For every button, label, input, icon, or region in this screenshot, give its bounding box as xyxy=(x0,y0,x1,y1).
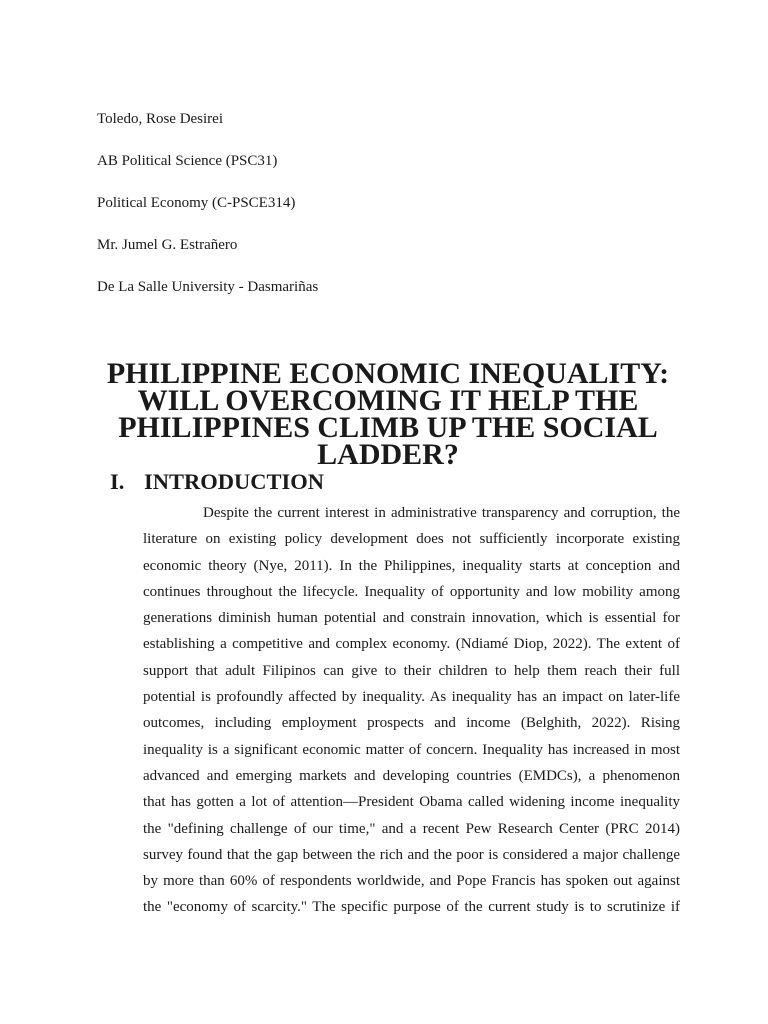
introduction-paragraph xyxy=(143,500,680,921)
course-line: Political Economy (C-PSCE314) xyxy=(97,195,296,211)
section-number: I. xyxy=(110,469,125,494)
section-heading xyxy=(110,469,325,494)
paragraph-line: generations diminish human potential and constrain innovation, which is essential for xyxy=(143,610,680,627)
paragraph-line: survey found that the gap between the rich and the poor is considered a major challenge xyxy=(143,846,680,863)
paragraph-line: literature on existing policy development does not sufficiently incorporate existing xyxy=(143,531,680,548)
paragraph-line: continues throughout the lifecycle. Inequality of opportunity and low mobility among xyxy=(143,583,680,600)
paragraph-line: the "economy of scarcity." The specific purpose of the current study is to scrutinize if xyxy=(143,899,680,916)
paragraph-line: the "defining challenge of our time," and a recent Pew Research Center (PRC 2014) xyxy=(143,820,680,837)
paragraph-line: outcomes, including employment prospects and income (Belghith, 2022). Rising xyxy=(143,715,680,732)
program-line: AB Political Science (PSC31) xyxy=(97,153,278,169)
paragraph-line: Despite the current interest in administrative transparency and corruption, the xyxy=(203,505,680,521)
paragraph-line: potential is profoundly affected by inequality. As inequality has an impact on later-life xyxy=(143,689,680,706)
title-line-2: PHILIPPINES CLIMB UP THE SOCIAL LADDER? xyxy=(118,411,658,471)
author-name: Toledo, Rose Desirei xyxy=(97,111,224,127)
university-line: De La Salle University - Dasmariñas xyxy=(97,279,319,295)
paragraph-line: inequality is a significant economic matter of concern. Inequality has increased in most xyxy=(143,741,680,758)
paragraph-line: by more than 60% of respondents worldwide, and Pope Francis has spoken out against xyxy=(143,873,680,890)
paragraph-line: establishing a competitive and complex economy. (Ndiamé Diop, 2022). The extent of xyxy=(143,636,680,653)
title-line-1: PHILIPPINE ECONOMIC INEQUALITY: WILL OVERCOMING IT HELP THE xyxy=(106,357,670,417)
instructor-line: Mr. Jumel G. Estrañero xyxy=(97,237,238,253)
paragraph-line: economic theory (Nye, 2011). In the Philippines, inequality starts at conception and xyxy=(143,557,680,574)
paragraph-line: support that adult Filipinos can give to their children to help them reach their full xyxy=(143,662,680,679)
paragraph-line: advanced and emerging markets and developing countries (EMDCs), a phenomenon xyxy=(143,767,680,784)
paper-title xyxy=(90,357,686,471)
paragraph-line: that has gotten a lot of attention—President Obama called widening income inequality xyxy=(143,794,680,811)
section-title: INTRODUCTION xyxy=(144,469,325,494)
